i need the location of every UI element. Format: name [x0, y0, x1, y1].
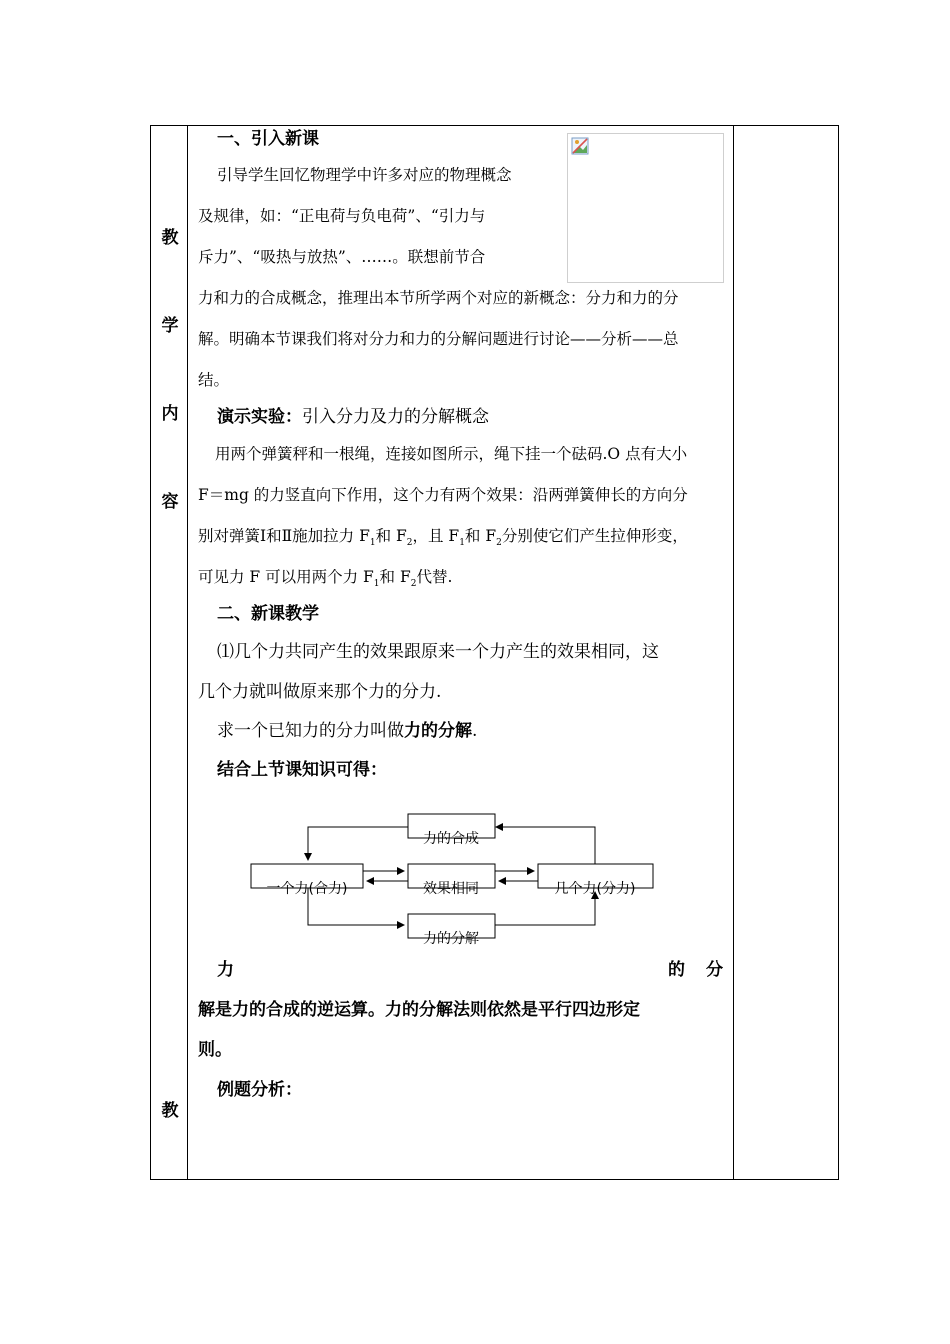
side-label-1: 教: [161, 228, 179, 248]
composition-label: 力的合成: [423, 831, 479, 847]
subscript: 2: [406, 538, 413, 549]
several-forces-label: 几个力(分力): [554, 881, 636, 897]
experiment-line-2: F＝mg 的力竖直向下作用，这个力有两个效果：沿两弹簧伸长的方向分: [198, 486, 688, 504]
conclusion-word-2: 的: [668, 960, 685, 980]
experiment-label: 演示实验：: [217, 407, 302, 427]
side-label-3: 内: [161, 404, 179, 424]
decomposition-term: 力的分解: [404, 721, 472, 741]
text-span: 别对弹簧Ⅰ和Ⅱ施加拉力 F: [198, 527, 370, 545]
side-label-4: 容: [161, 492, 179, 512]
text-span: 和 F: [375, 527, 407, 545]
decomposition-label: 力的分解: [423, 931, 479, 947]
conclusion-word-3: 分: [706, 960, 723, 980]
text-span: ，且 F: [412, 527, 460, 545]
side-label-2: 学: [161, 316, 179, 336]
subscript: 1: [369, 538, 376, 549]
arrow-composition-to-one: [308, 827, 408, 860]
text-span: 可见力 F 可以用两个力 F: [198, 568, 374, 586]
same-effect-label: 效果相同: [423, 881, 479, 897]
intro-line-5: 解。明确本节课我们将对分力和力的分解问题进行讨论——分析——总: [198, 330, 679, 348]
definition-line-2: 几个力就叫做原来那个力的分力.: [198, 682, 442, 702]
intro-line-6: 结。: [198, 371, 230, 389]
intro-line-3: 斥力”、“吸热与放热”、……。联想前节合: [198, 248, 486, 266]
text-span: 和 F: [379, 568, 411, 586]
combine-label: 结合上节课知识可得：: [217, 760, 387, 780]
intro-line-2: 及规律，如：“正电荷与负电荷”、“引力与: [198, 207, 486, 225]
intro-line-4: 力和力的合成概念，推理出本节所学两个对应的新概念：分力和力的分: [198, 289, 679, 307]
text-span: 代替.: [416, 568, 453, 586]
intro-line-1: 引导学生回忆物理学中许多对应的物理概念: [217, 166, 512, 184]
text-span: 求一个已知力的分力叫做: [217, 721, 404, 741]
arrow-several-to-composition: [496, 827, 595, 864]
text-span: .: [472, 721, 478, 741]
subscript: 2: [410, 579, 417, 590]
subscript: 1: [459, 538, 465, 549]
experiment-title: 引入分力及力的分解概念: [302, 407, 489, 427]
conclusion-line-3: 则。: [198, 1040, 232, 1060]
section2-heading: 二、新课教学: [217, 604, 319, 624]
experiment-line-1: 用两个弹簧秤和一根绳，连接如图所示，绳下挂一个砝码.O 点有大小: [215, 445, 688, 463]
subscript: 1: [373, 579, 380, 590]
subscript: 2: [496, 538, 502, 549]
section1-heading: 一、引入新课: [217, 129, 319, 149]
one-force-label: 一个力(合力): [266, 881, 348, 897]
example-heading: 例题分析：: [217, 1080, 302, 1100]
conclusion-line-2: 解是力的合成的逆运算。力的分解法则依然是平行四边形定: [198, 1000, 640, 1020]
text-span: 和 F: [464, 527, 497, 545]
conclusion-word-1: 力: [217, 960, 234, 980]
side-label-5: 教: [161, 1101, 179, 1121]
text-span: 分别使它们产生拉伸形变，: [501, 527, 688, 545]
definition-line-1: ⑴几个力共同产生的效果跟原来一个力产生的效果相同，这: [217, 642, 659, 662]
